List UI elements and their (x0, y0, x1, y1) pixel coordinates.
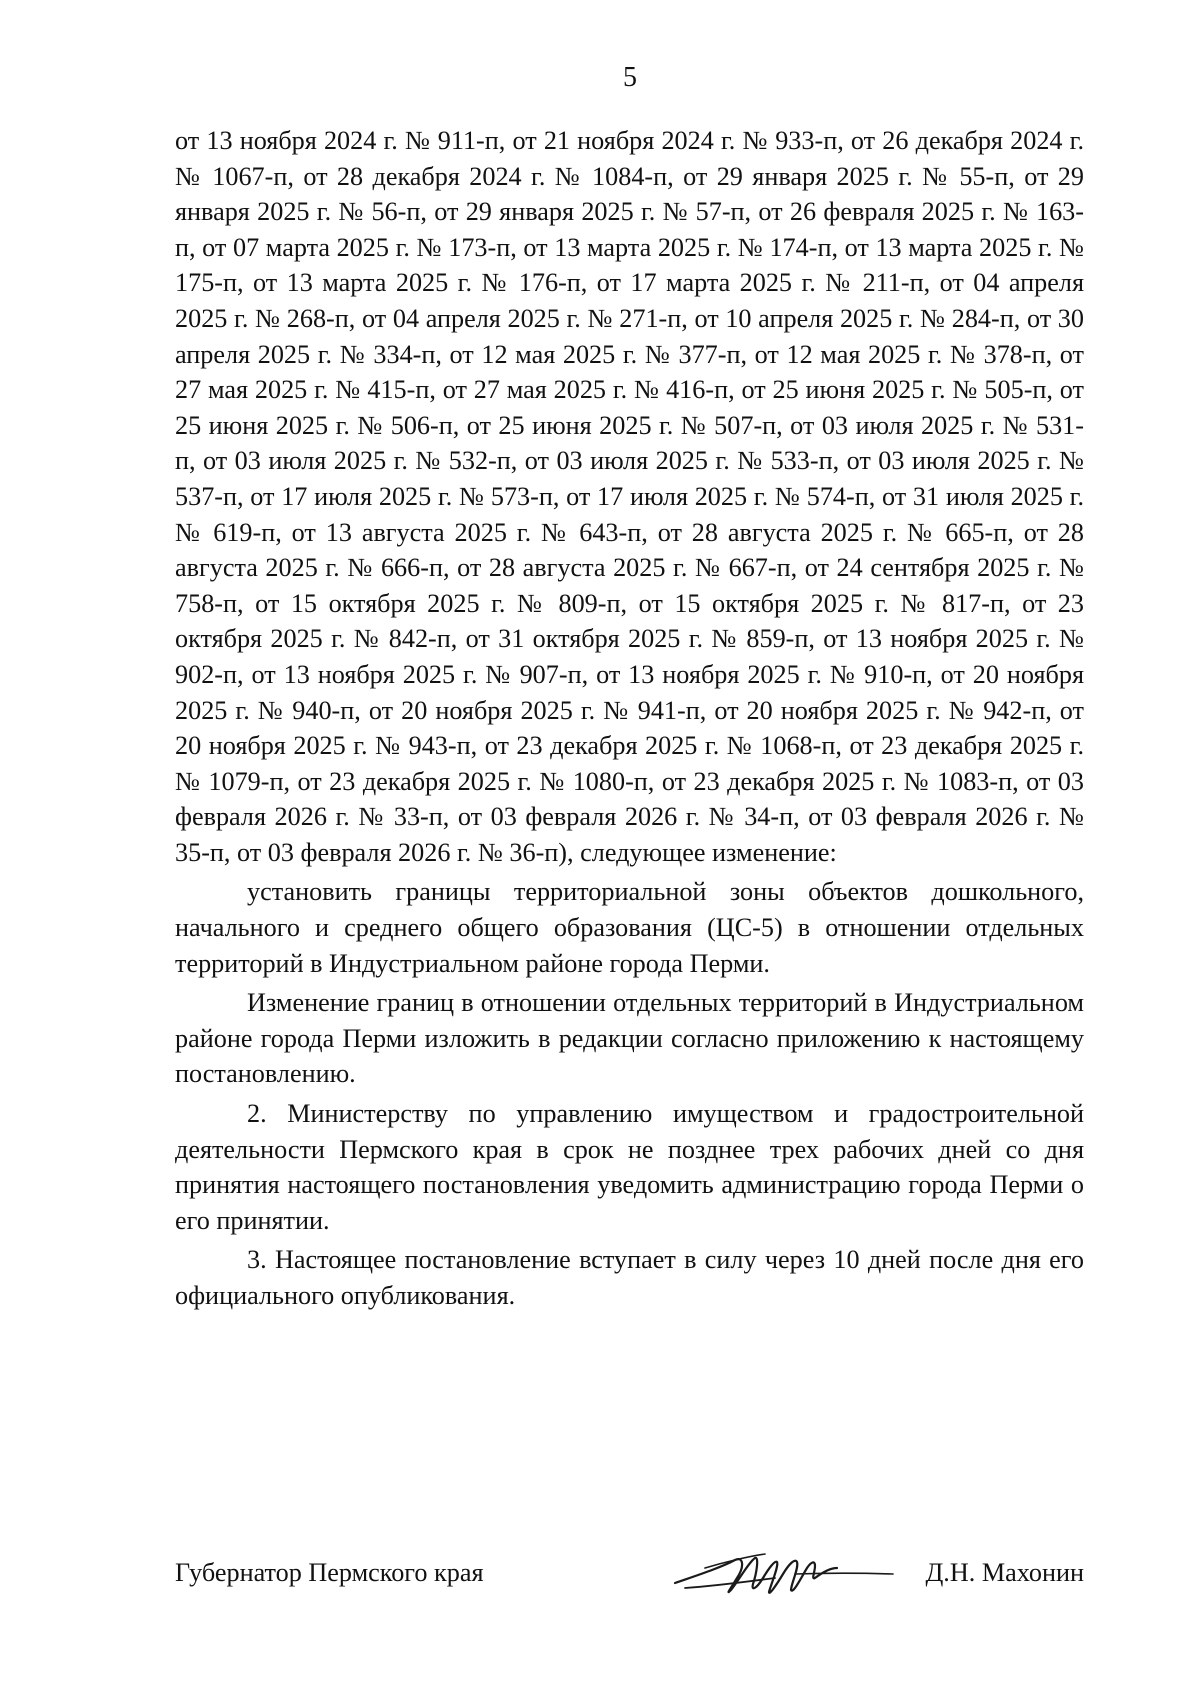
handwritten-signature (665, 1538, 895, 1608)
signer-name: Д.Н. Махонин (925, 1558, 1084, 1587)
signer-title: Губернатор Пермского края (175, 1558, 484, 1587)
paragraph-zone-boundaries: установить границы территориальной зоны объектов дошкольного, начального и среднего общего образования (ЦС-5) в отношении отдельных территорий в Индустриальном районе города Перми. (175, 877, 1084, 978)
paragraph-item-2: 2. Министерству по управлению имуществом и градостроительной деятельности Пермского края в срок не позднее трех рабочих дней со дня принятия настоящего постановления уведомить администрацию города Перми о его принятии. (175, 1099, 1084, 1235)
signature-block (175, 1558, 1084, 1608)
document-body (175, 123, 1084, 1314)
paragraph-list-of-resolutions: от 13 ноября 2024 г. № 911-п, от 21 ноября 2024 г. № 933-п, от 26 декабря 2024 г. № 1067-п, от 28 декабря 2024 г. № 1084-п, от 29 января 2025 г. № 55-п, от 29 января 2025 г. № 56-п, от 29 января 2025 г. № 57-п, от 26 февраля 2025 г. № 163-п, от 07 марта 2025 г. № 173-п, от 13 марта 2025 г. № 174-п, от 13 марта 2025 г. № 175-п, от 13 марта 2025 г. № 176-п, от 17 марта 2025 г. № 211-п, от 04 апреля 2025 г. № 268-п, от 04 апреля 2025 г. № 271-п, от 10 апреля 2025 г. № 284-п, от 30 апреля 2025 г. № 334-п, от 12 мая 2025 г. № 377-п, от 12 мая 2025 г. № 378-п, от 27 мая 2025 г. № 415-п, от 27 мая 2025 г. № 416-п, от 25 июня 2025 г. № 505-п, от 25 июня 2025 г. № 506-п, от 25 июня 2025 г. № 507-п, от 03 июля 2025 г. № 531-п, от 03 июля 2025 г. № 532-п, от 03 июля 2025 г. № 533-п, от 03 июля 2025 г. № 537-п, от 17 июля 2025 г. № 573-п, от 17 июля 2025 г. № 574-п, от 31 июля 2025 г. № 619-п, от 13 августа 2025 г. № 643-п, от 28 августа 2025 г. № 665-п, от 28 августа 2025 г. № 666-п, от 28 августа 2025 г. № 667-п, от 24 сентября 2025 г. № 758-п, от 15 октября 2025 г. № 809-п, от 15 октября 2025 г. № 817-п, от 23 октября 2025 г. № 842-п, от 31 октября 2025 г. № 859-п, от 13 ноября 2025 г. № 902-п, от 13 ноября 2025 г. № 907-п, от 13 ноября 2025 г. № 910-п, от 20 ноября 2025 г. № 940-п, от 20 ноября 2025 г. № 941-п, от 20 ноября 2025 г. № 942-п, от 20 ноября 2025 г. № 943-п, от 23 декабря 2025 г. № 1068-п, от 23 декабря 2025 г. № 1079-п, от 23 декабря 2025 г. № 1080-п, от 23 декабря 2025 г. № 1083-п, от 03 февраля 2026 г. № 33-п, от 03 февраля 2026 г. № 34-п, от 03 февраля 2026 г. № 35-п, от 03 февраля 2026 г. № 36-п), следующее изменение: (175, 126, 1084, 867)
page-number: 5 (623, 62, 637, 93)
paragraph-boundary-change: Изменение границ в отношении отдельных территорий в Индустриальном районе города Перми изложить в редакции согласно приложению к настоящему постановлению. (175, 988, 1084, 1089)
paragraph-item-3: 3. Настоящее постановление вступает в силу через 10 дней после дня его официального опубликования. (175, 1245, 1084, 1310)
